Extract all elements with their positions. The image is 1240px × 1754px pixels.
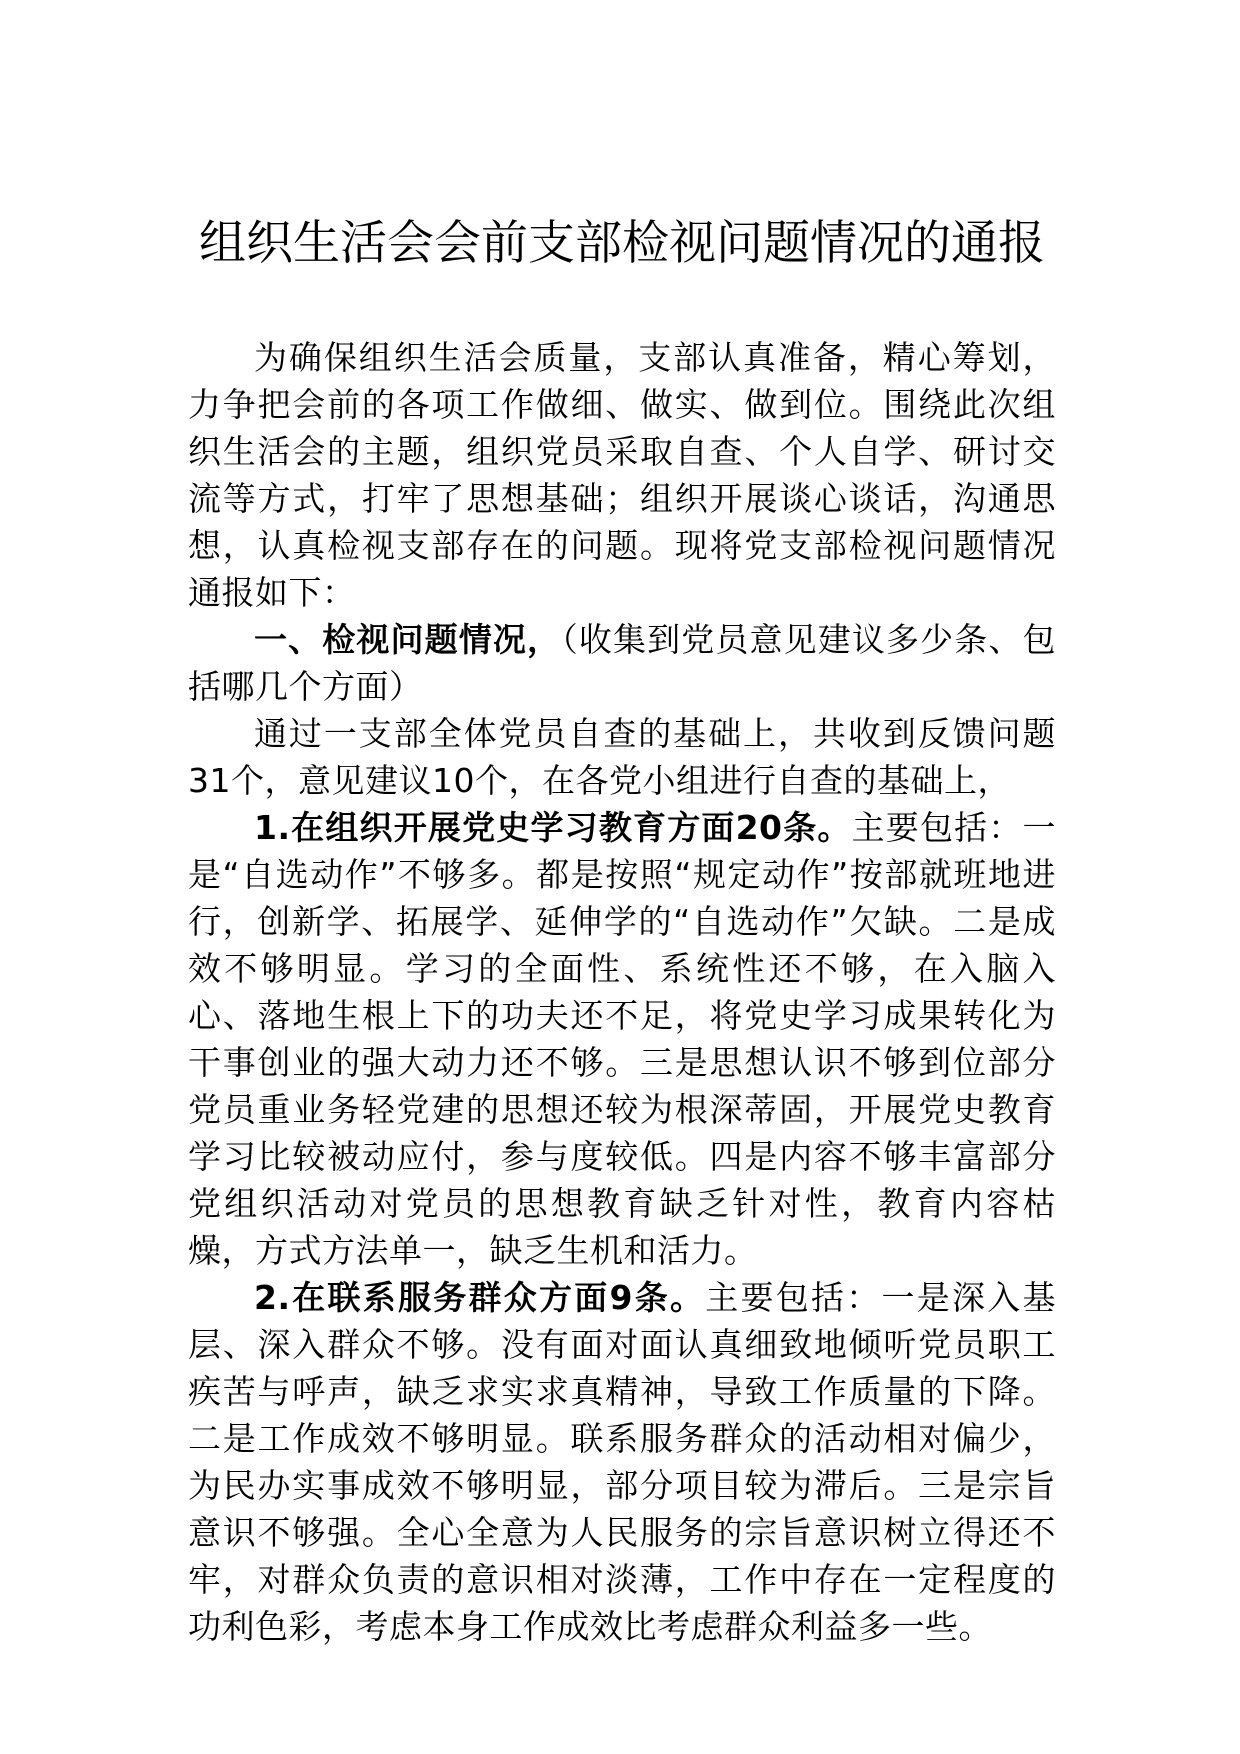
item2-body: 主要包括：一是深入基层、深入群众不够。没有面对面认真细致地倾听党员职工疾苦与呼声，缺乏求实求真精神，导致工作质量的下降。二是工作成效不够明显。联系服务群众的活动相对偏少，为民办实事成效不够明显，部分项目较为滞后。三是宗旨意识不够强。全心全意为人民服务的宗旨意识树立得还不牢，对群众负责的意识相对淡薄，工作中存在一定程度的功利色彩，考虑本身工作成效比考虑群众利益多一些。 (188, 1278, 1056, 1646)
item1-body: 主要包括：一是“自选动作”不够多。都是按照“规定动作”按部就班地进行，创新学、拓展学、延伸学的“自选动作”欠缺。二是成效不够明显。学习的全面性、系统性还不够，在入脑入心、落地生根上下的功夫还不足，将党史学习成果转化为干事创业的强大动力还不够。三是思想认识不够到位部分党员重业务轻党建的思想还较为根深蒂固，开展党史教育学习比较被动应付，参与度较低。四是内容不够丰富部分党组织活动对党员的思想教育缺乏针对性，教育内容枯燥，方式方法单一，缺乏生机和活力。 (188, 808, 1057, 1270)
summary-paragraph: 通过一支部全体党员自查的基础上，共收到反馈问题31个，意见建议10个，在各党小组进行自查的基础上， (188, 714, 1056, 800)
section1-heading: 一、检视问题情况， (254, 620, 562, 659)
document-page (188, 0, 1056, 1754)
item1-paragraph (188, 804, 1056, 1274)
document-title: 组织生活会会前支部检视问题情况的通报 (199, 216, 1045, 271)
section1-paragraph (188, 616, 1056, 710)
section1-note: （收集到党员意见建议多少条、包括哪几个方面） (188, 620, 1057, 706)
item2-heading: 2.在联系服务群众方面9条。 (254, 1278, 706, 1317)
item1-heading: 1.在组织开展党史学习教育方面20条。 (254, 808, 852, 847)
document-body (188, 334, 1056, 1650)
item2-paragraph (188, 1274, 1056, 1650)
intro-paragraph: 为确保组织生活会质量，支部认真准备，精心筹划，力争把会前的各项工作做细、做实、做到位。围绕此次组织生活会的主题，组织党员采取自查、个人自学、研讨交流等方式，打牢了思想基础；组织开展谈心谈话，沟通思想，认真检视支部存在的问题。现将党支部检视问题情况通报如下： (188, 338, 1056, 612)
